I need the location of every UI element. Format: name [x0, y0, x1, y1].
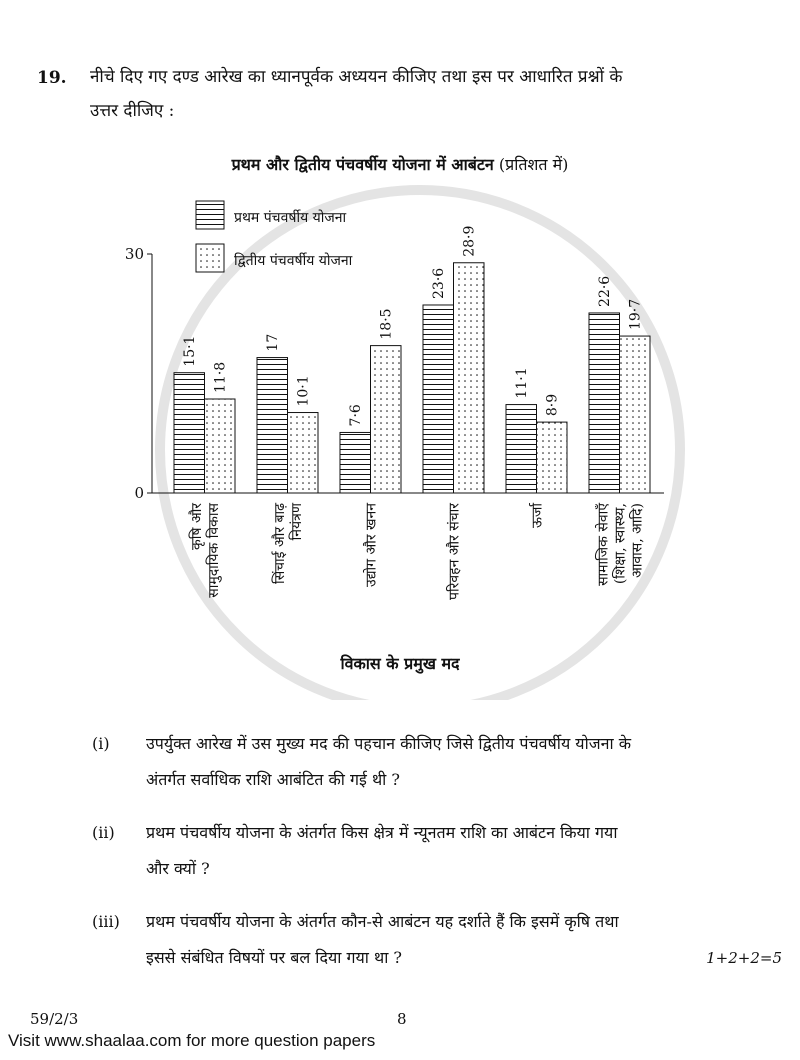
data-label: 22·6 [597, 275, 614, 307]
bar-first-plan [174, 373, 205, 493]
y-tick-label: 30 [124, 245, 144, 263]
data-label: 18·5 [378, 308, 395, 340]
data-label: 7·6 [348, 404, 365, 427]
paper-code: 59/2/3 [30, 1010, 79, 1028]
x-category-label: उद्योग और खनन [363, 503, 380, 587]
data-label: 15·1 [182, 335, 199, 367]
x-axis-title: विकास के प्रमुख मद [340, 654, 460, 673]
chart-title-main: प्रथम और द्वितीय पंचवर्षीय योजना में आबंटन [231, 155, 494, 174]
question-line-1: नीचे दिए गए दण्ड आरेख का ध्यानपूर्वक अध्ययन कीजिए तथा इस पर आधारित प्रश्नों के [90, 67, 623, 87]
subquestions [92, 726, 782, 976]
bar-first-plan [506, 405, 537, 493]
page-number: 8 [397, 1010, 407, 1028]
bar-second-plan [288, 413, 319, 493]
subquestion-number: (ii) [92, 823, 115, 842]
bar-second-plan [371, 346, 402, 493]
data-label: 17 [265, 333, 282, 352]
bar-second-plan [454, 263, 485, 493]
subquestion-3 [92, 904, 782, 976]
bar-second-plan [537, 422, 568, 493]
subquestion-1 [92, 726, 782, 798]
x-category-label: आवास, आदि) [629, 503, 646, 578]
question-line-2: उत्तर दीजिए : [90, 101, 175, 121]
data-label: 11·8 [212, 361, 229, 393]
x-category-label: (शिक्षा, स्वास्थ्य, [612, 503, 629, 585]
marks-allocation: 1+2+2=5 [706, 949, 782, 967]
x-category-label: ऊर्जा [529, 503, 546, 529]
subquestion-text: प्रथम पंचवर्षीय योजना के अंतर्गत किस क्षेत्र में न्यूनतम राशि का आबंटन किया गया [146, 823, 618, 842]
subquestion-text: उपर्युक्त आरेख में उस मुख्य मद की पहचान कीजिए जिसे द्वितीय पंचवर्षीय योजना के [146, 734, 631, 753]
subquestion-2 [92, 815, 782, 887]
subquestion-number: (iii) [92, 912, 120, 931]
subquestion-text: इससे संबंधित विषयों पर बल दिया गया था ? [146, 948, 403, 967]
subquestion-text: प्रथम पंचवर्षीय योजना के अंतर्गत कौन-से आबंटन यह दर्शाते हैं कि इसमें कृषि तथा [146, 912, 619, 931]
question-number: 19. [37, 68, 67, 88]
legend-label-second-plan: द्वितीय पंचवर्षीय योजना [234, 253, 353, 269]
x-category-label: परिवहन और संचार [446, 503, 463, 600]
bar-second-plan [205, 399, 236, 493]
data-label: 23·6 [431, 267, 448, 299]
x-category-label: सिंचाई और बाढ़ [272, 503, 288, 584]
chart-title-suffix: (प्रतिशत में) [498, 155, 569, 174]
promo-link[interactable]: Visit www.shaalaa.com for more question papers [8, 1031, 376, 1050]
legend-swatch-second-plan [196, 244, 224, 272]
x-category-label: कृषि और [189, 503, 205, 550]
data-label: 8·9 [544, 393, 561, 417]
data-label: 11·1 [514, 367, 531, 399]
bar-first-plan [423, 305, 454, 493]
subquestion-text: अंतर्गत सर्वाधिक राशि आबंटित की गई थी ? [146, 770, 400, 789]
x-category-label: नियंत्रण [289, 503, 305, 541]
bar-first-plan [257, 358, 288, 493]
subquestion-number: (i) [92, 734, 110, 753]
y-tick-label: 0 [134, 484, 144, 502]
bar-first-plan [340, 432, 371, 493]
bar-first-plan [589, 313, 620, 493]
subquestion-text: और क्यों ? [146, 859, 210, 878]
data-label: 19·7 [627, 298, 644, 331]
x-category-label: सामाजिक सेवाएँ [595, 503, 612, 586]
legend-label-first-plan: प्रथम पंचवर्षीय योजना [234, 210, 347, 226]
data-label: 28·9 [461, 225, 478, 257]
bar-second-plan [620, 336, 651, 493]
legend-swatch-first-plan [196, 201, 224, 229]
x-category-label: सामुदायिक विकास [206, 503, 222, 598]
data-label: 10·1 [295, 375, 312, 407]
